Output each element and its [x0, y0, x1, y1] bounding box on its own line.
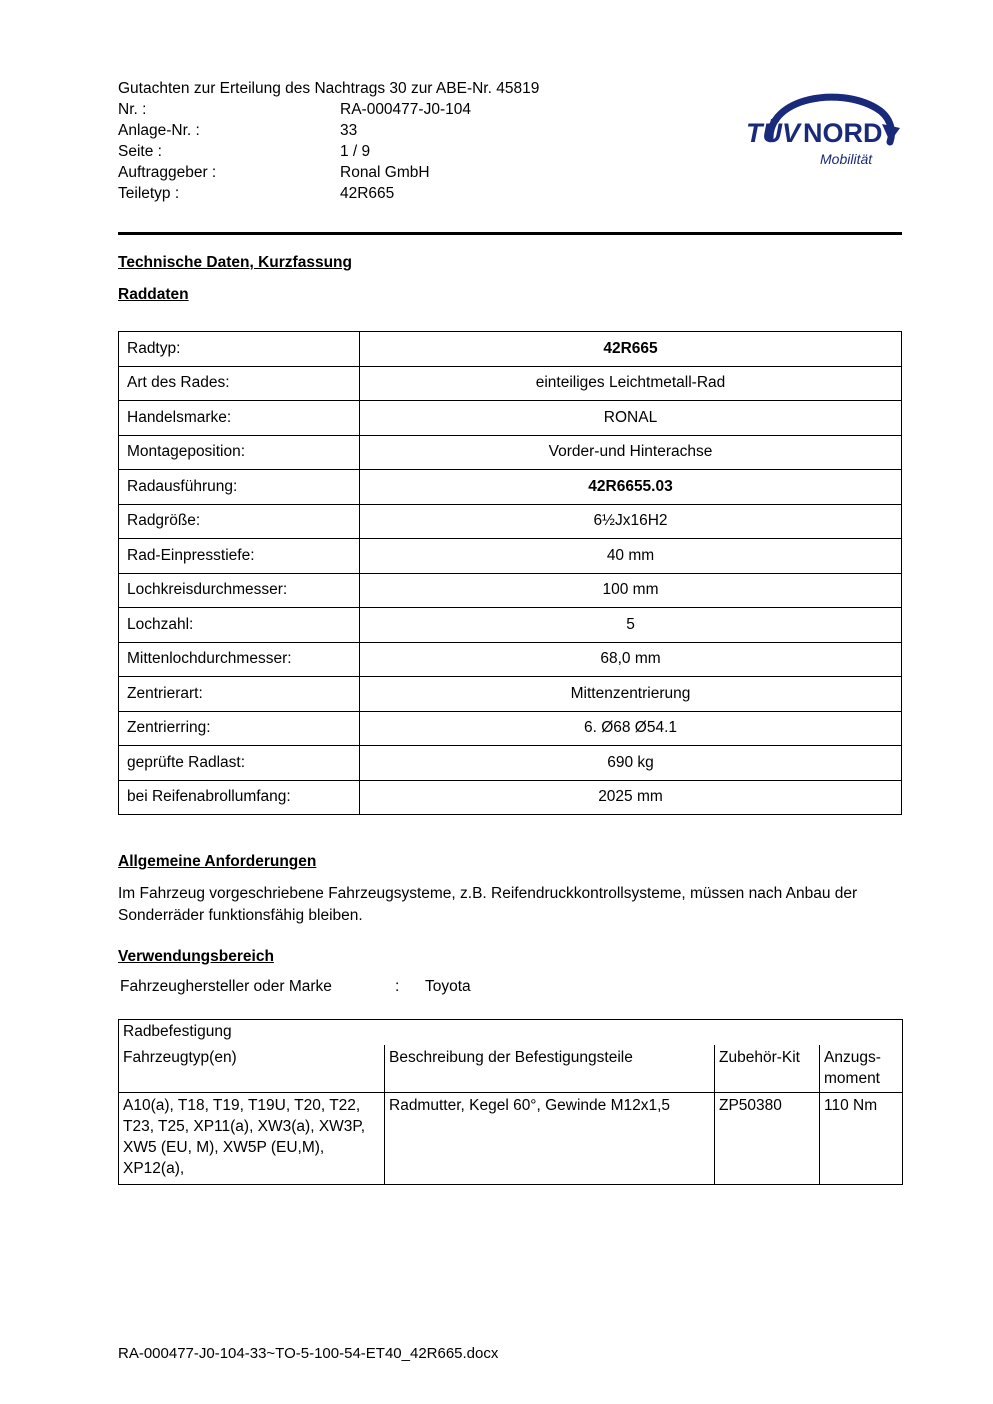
header-divider [118, 232, 902, 235]
header-meta-label: Teiletyp : [118, 185, 180, 202]
torque-header-line1: Anzugs- [824, 1049, 881, 1066]
wheel-row-label: Lochkreisdurchmesser: [119, 573, 360, 608]
section-heading-technical-data: Technische Daten, Kurzfassung [118, 254, 352, 271]
logo-text: TÜV [746, 118, 800, 148]
header-meta-label: Auftraggeber : [118, 164, 217, 181]
header-title: Gutachten zur Erteilung des Nachtrags 30 zur ABE-Nr. 45819 [118, 80, 540, 97]
table-row [119, 539, 902, 574]
header-meta-label: Nr. : [118, 101, 147, 118]
table-row [119, 711, 902, 746]
fastening-col-header-torque [820, 1045, 903, 1093]
fastening-cell-description: Radmutter, Kegel 60°, Gewinde M12x1,5 [385, 1093, 715, 1185]
wheel-row-value: 690 kg [360, 746, 902, 781]
fastening-col-header-description: Beschreibung der Befestigungsteile [385, 1045, 715, 1093]
wheel-row-label: Mittenlochdurchmesser: [119, 642, 360, 677]
wheel-row-value: einteiliges Leichtmetall-Rad [360, 366, 902, 401]
header-meta-value: 1 / 9 [340, 143, 371, 160]
wheel-row-value: 100 mm [360, 573, 902, 608]
header-meta-value: Ronal GmbH [340, 164, 430, 181]
wheel-row-label: Radtyp: [119, 332, 360, 367]
header-meta-value: 42R665 [340, 185, 395, 202]
logo-subtitle: Mobilität [820, 151, 873, 167]
wheel-row-value: 2025 mm [360, 780, 902, 815]
torque-header-line2: moment [824, 1070, 880, 1087]
wheel-row-value: 6. Ø68 Ø54.1 [360, 711, 902, 746]
wheel-row-label: Radausführung: [119, 470, 360, 505]
wheel-row-value: 6½Jx16H2 [360, 504, 902, 539]
table-row [119, 677, 902, 712]
header-meta-value: RA-000477-J0-104 [340, 101, 471, 118]
fastening-cell-types: A10(a), T18, T19, T19U, T20, T22, T23, T25, XP11(a), XW3(a), XW3P, XW5 (EU, M), XW5P (EU,M), XP12(a), [119, 1093, 385, 1185]
document-header [118, 78, 900, 204]
wheel-row-value: Mittenzentrierung [360, 677, 902, 712]
wheel-row-label: geprüfte Radlast: [119, 746, 360, 781]
wheel-row-label: Handelsmarke: [119, 401, 360, 436]
manufacturer-value: Toyota [425, 978, 471, 995]
table-row [119, 608, 902, 643]
footer-filename: RA-000477-J0-104-33~TO-5-100-54-ET40_42R665.docx [118, 1345, 499, 1362]
manufacturer-label: Fahrzeughersteller oder Marke [120, 978, 332, 995]
wheel-row-label: Radgröße: [119, 504, 360, 539]
table-row [119, 573, 902, 608]
table-row [119, 642, 902, 677]
wheel-row-value: 42R6655.03 [360, 470, 902, 505]
table-row [119, 504, 902, 539]
wheel-row-label: bei Reifenabrollumfang: [119, 780, 360, 815]
manufacturer-colon: : [395, 978, 400, 995]
table-row [119, 401, 902, 436]
svg-text:NORD: NORD [803, 118, 883, 148]
wheel-row-label: Zentrierring: [119, 711, 360, 746]
header-meta-value: 33 [340, 122, 358, 139]
table-row [119, 366, 902, 401]
fastening-col-header-kit: Zubehör-Kit [715, 1045, 820, 1093]
wheel-row-value: RONAL [360, 401, 902, 436]
section-heading-application-area: Verwendungsbereich [118, 948, 274, 965]
fastening-header-row [119, 1045, 903, 1093]
header-meta-row [118, 183, 900, 204]
section-heading-general-requirements: Allgemeine Anforderungen [118, 853, 317, 870]
section-heading-wheel-data: Raddaten [118, 286, 189, 303]
general-requirements-text: Im Fahrzeug vorgeschriebene Fahrzeugsysteme, z.B. Reifendruckkontrollsysteme, müssen nach Anbau der Sonderräder funktionsfähig bleiben. [118, 885, 858, 924]
wheel-row-value: 5 [360, 608, 902, 643]
table-row [119, 1093, 903, 1185]
wheel-data-table [118, 331, 902, 815]
fastening-group-header: Radbefestigung [119, 1020, 903, 1046]
wheel-row-value: 40 mm [360, 539, 902, 574]
table-row [119, 780, 902, 815]
wheel-row-label: Rad-Einpresstiefe: [119, 539, 360, 574]
table-row [119, 332, 902, 367]
fastening-col-header-types: Fahrzeugtyp(en) [119, 1045, 385, 1093]
header-meta-label: Anlage-Nr. : [118, 122, 200, 139]
fastening-group-header-row [119, 1020, 903, 1046]
wheel-row-label: Lochzahl: [119, 608, 360, 643]
wheel-row-label: Montageposition: [119, 435, 360, 470]
fastening-cell-kit: ZP50380 [715, 1093, 820, 1185]
wheel-row-value: 68,0 mm [360, 642, 902, 677]
wheel-row-value: Vorder-und Hinterachse [360, 435, 902, 470]
wheel-row-label: Art des Rades: [119, 366, 360, 401]
fastening-table [118, 1019, 903, 1185]
wheel-row-value: 42R665 [360, 332, 902, 367]
wheel-row-label: Zentrierart: [119, 677, 360, 712]
table-row [119, 435, 902, 470]
manufacturer-line [120, 978, 471, 996]
header-meta-label: Seite : [118, 143, 162, 160]
table-row [119, 746, 902, 781]
fastening-cell-torque: 110 Nm [820, 1093, 903, 1185]
tuv-nord-logo-icon [730, 80, 910, 170]
table-row [119, 470, 902, 505]
